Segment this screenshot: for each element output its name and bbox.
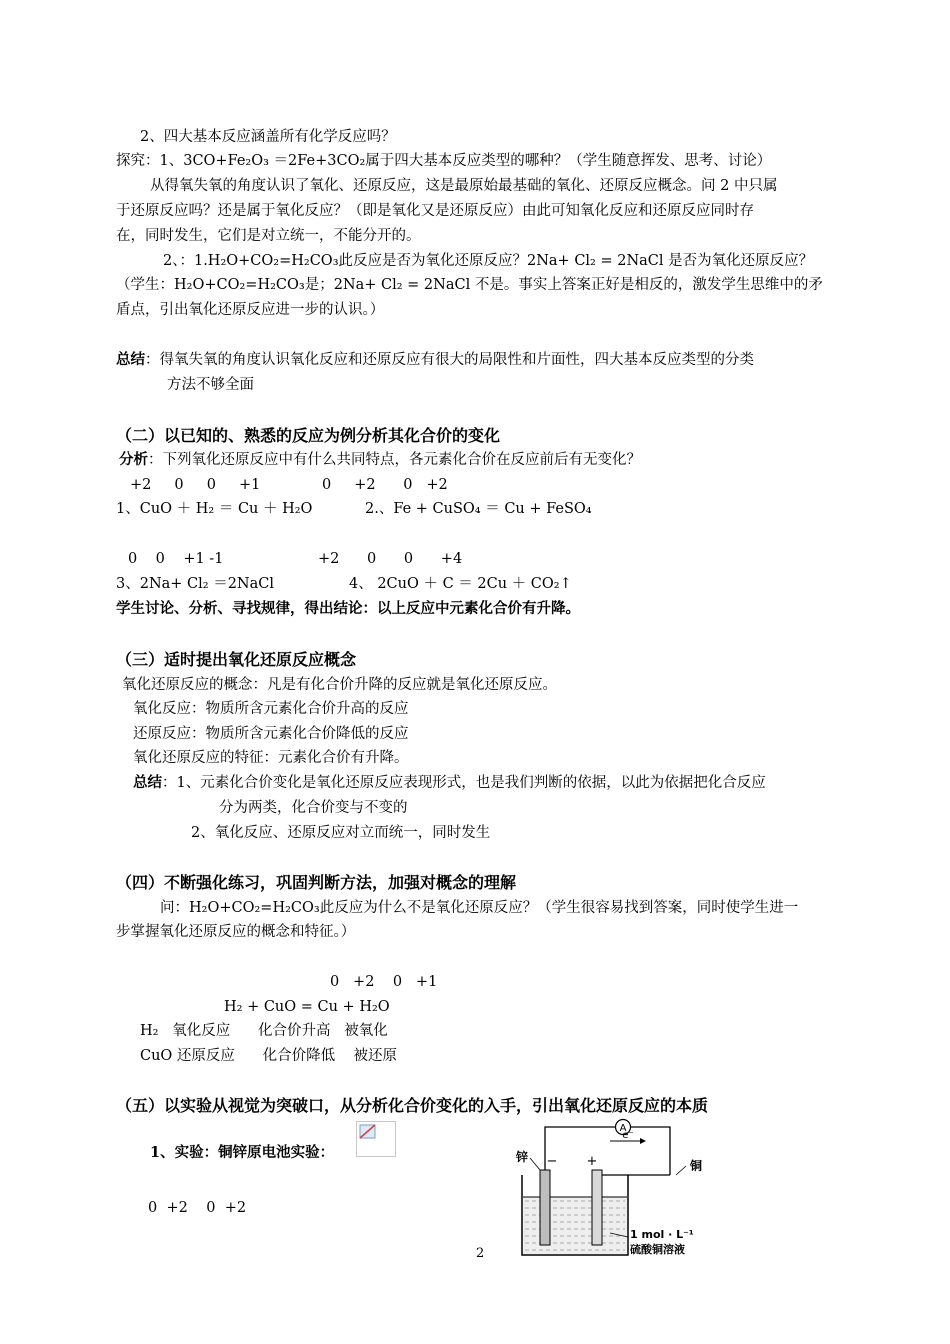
summary2-label: 总结 [133, 774, 162, 791]
definition-redox: 氧化还原反应的概念：凡是有化合价升降的反应就是氧化还原反应。 [122, 677, 557, 693]
solution-fill [523, 1197, 627, 1254]
explore-line: 探究：1、3CO+Fe₂O₃ ＝2Fe+3CO₂属于四大基本反应类型的哪种？（学生随意挥发、思考、讨论） [116, 153, 772, 169]
galvanic-cell-diagram [500, 1115, 740, 1265]
equation-5: H₂ + CuO = Cu + H₂O [224, 999, 390, 1015]
summary1-line1 [116, 350, 754, 370]
valence-row-4: +2 0 0 +4 [318, 551, 463, 567]
section-4-heading: （四）不断强化练习，巩固判断方法，加强对概念的理解 [116, 873, 517, 892]
concentration-label: 1 mol · L⁻¹ [630, 1228, 694, 1241]
page-number: 2 [476, 1246, 485, 1261]
question-3-line2: 步掌握氧化还原反应的概念和特征。） [116, 924, 356, 940]
summary1-line2: 方法不够全面 [167, 377, 254, 393]
valence-row-2: 0 +2 0 +2 [322, 477, 448, 493]
summary1-text: ：得氧失氧的角度认识氧化反应和还原反应有很大的局限性和片面性，四大基本反应类型的分类 [145, 352, 754, 368]
summary2-line1 [133, 773, 766, 793]
copper-label: 铜 [689, 1159, 703, 1173]
section-5-heading: （五）以实验从视觉为突破口，从分析化合价变化的入手，引出氧化还原反应的本质 [116, 1096, 709, 1115]
equation-3: 3、2Na+ Cl₂ ＝2NaCl [116, 576, 274, 592]
solution-label: 硫酸铜溶液 [630, 1243, 685, 1256]
plus-sign: + [586, 1154, 598, 1169]
para1-line1: 从得氧失氧的角度认识了氧化、还原反应，这是最原始最基础的氧化、还原反应概念。问 2 中只属 [150, 178, 778, 194]
zinc-pointer [530, 1158, 540, 1170]
section-3-heading: （三）适时提出氧化还原反应概念 [116, 650, 357, 669]
analysis-label: 分析 [119, 451, 148, 468]
definition-feature: 氧化还原反应的特征：元素化合价有升降。 [133, 750, 409, 766]
para1-line2: 于还原反应吗？还是属于氧化反应？（即是氧化又是还原反应）由此可知氧化反应和还原反应同时存 [116, 203, 754, 219]
para2-line1: 2、：1.H₂O+CO₂=H₂CO₃此反应是否为氧化还原反应？2Na+ Cl₂ = 2NaCl 是否为氧化还原反应？ [163, 253, 814, 269]
analysis-text: ：下列氧化还原反应中有什么共同特点，各元素化合价在反应前后有无变化？ [148, 452, 641, 468]
question-2: 2、四大基本反应涵盖所有化学反应吗？ [140, 129, 396, 145]
experiment-label: 1、实验：铜锌原电池实验： [150, 1144, 335, 1161]
section-2-heading: （二）以已知的、熟悉的反应为例分析其化合价的变化 [116, 426, 501, 445]
summary2-text: ：1、元素化合价变化是氧化还原反应表现形式，也是我们判断的依据，以此为依据把化合反应 [162, 775, 766, 791]
valence-row-5: 0 +2 0 +1 [330, 974, 438, 990]
electron-arrow-head [640, 1138, 646, 1144]
summary2-line3: 2、氧化反应、还原反应对立而统一，同时发生 [191, 825, 491, 841]
ammeter-label: A [619, 1123, 627, 1134]
wire-right [631, 1127, 670, 1175]
zinc-label: 锌 [515, 1150, 529, 1164]
zinc-electrode [540, 1170, 550, 1245]
image-placeholder [356, 1121, 396, 1157]
valence-row-6: 0 +2 0 +2 [148, 1200, 247, 1216]
para2-line2: （学生：H₂O+CO₂=H₂CO₃是；2Na+ Cl₂ = 2NaCl 不是。事实上答案正好是相反的，激发学生思维中的矛 [116, 277, 823, 293]
para2-line3: 盾点，引出氧化还原反应进一步的认识。） [116, 302, 385, 318]
analysis-line [119, 450, 641, 470]
summary2-line2: 分为两类，化合价变与不变的 [219, 800, 408, 816]
broken-image-icon [357, 1122, 395, 1156]
equation-4: 4、 2CuO ＋ C ＝ 2Cu ＋ CO₂↑ [349, 576, 572, 592]
question-3-line1: 问：H₂O+CO₂=H₂CO₃此反应为什么不是氧化还原反应？（学生很容易找到答案，同时使学生进一 [160, 900, 799, 916]
table-row-h2: H₂ 氧化反应 化合价升高 被氧化 [140, 1023, 388, 1039]
minus-sign: − [546, 1154, 558, 1169]
copper-electrode [592, 1170, 602, 1245]
conclusion-line: 学生讨论、分析、寻找规律，得出结论：以上反应中元素化合价有升降。 [116, 600, 580, 617]
table-row-cuo: CuO 还原反应 化合价降低 被还原 [140, 1048, 398, 1064]
summary1-label: 总结 [116, 351, 145, 368]
electron-label: e⁻ [622, 1130, 634, 1141]
equation-1: 1、CuO ＋ H₂ ＝ Cu ＋ H₂O [116, 501, 313, 517]
copper-pointer [676, 1166, 686, 1175]
definition-reduction: 还原反应：物质所含元素化合价降低的反应 [133, 726, 409, 742]
valence-row-1: +2 0 0 +1 [130, 477, 261, 493]
para1-line3: 在，同时发生，它们是对立统一，不能分开的。 [116, 228, 421, 244]
valence-row-3: 0 0 +1 -1 [128, 551, 224, 567]
definition-oxidation: 氧化反应：物质所含元素化合价升高的反应 [133, 701, 409, 717]
equation-2: 2.、Fe + CuSO₄ ＝ Cu + FeSO₄ [365, 501, 592, 517]
